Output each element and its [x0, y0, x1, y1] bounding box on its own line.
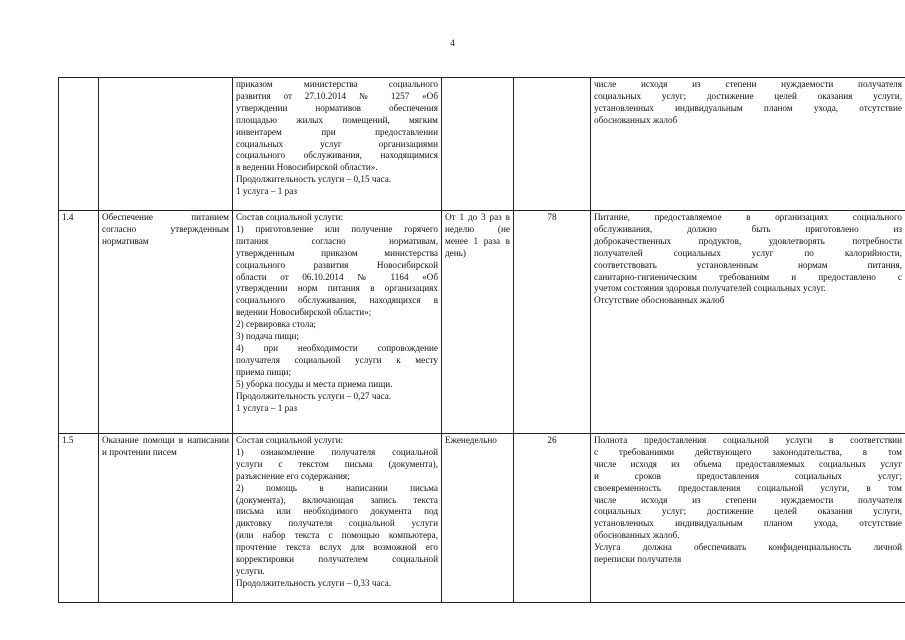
text-line: Состав социальной услуги: [236, 435, 344, 445]
text-line: (или набор текста с помощью компьютера, [236, 530, 438, 541]
page-number: 4 [450, 38, 455, 48]
text-line: инвентарем при предоставлении [236, 126, 438, 137]
text-line: социальных услуг; достижение целей оказания услуги, [594, 506, 902, 517]
text-line: 1 услуга – 1 раз [236, 186, 297, 197]
text-line: и сроков предоставления социальных услуг; [594, 470, 902, 481]
text-line: переписки получателя [594, 554, 682, 565]
text-line: 2) сервировка стола; [236, 319, 316, 330]
table-row [59, 211, 905, 434]
text-line: Продолжительность услуги – 0,15 часа. [236, 174, 392, 185]
text-line: числе исходя из степени нуждаемости получателя [594, 494, 902, 505]
text-line: доброкачественных продуктов, удовлетворять потребности [594, 235, 902, 246]
text-line: числе исходя из степени нуждаемости получателя [594, 79, 902, 89]
text-line: Отсутствие обоснованных жалоб [594, 295, 725, 306]
services-table [58, 77, 905, 603]
price-cell: 78 [514, 211, 591, 434]
text-line: Состав социальной услуги: [236, 212, 344, 222]
frequency-cell [442, 78, 514, 211]
text-line: разъяснение его содержания; [236, 470, 350, 481]
text-line: прочтение текста вслух для возможной его [236, 542, 438, 553]
text-line: приема пищи; [236, 366, 292, 377]
text-line: утверждении норм питания в организациях [236, 283, 438, 294]
text-line: ведении Новосибирской области»; [236, 307, 372, 318]
text-line: Питание, предоставляемое в организациях социального [594, 212, 902, 222]
text-line: 1 услуга – 1 раз [236, 402, 297, 413]
text-line: письма или необходимого документа под [236, 506, 438, 517]
frequency-cell: Еженедельно [442, 434, 514, 603]
text-line: социальных услуг; достижение целей оказания услуги, [594, 90, 902, 101]
text-line: социальных услуг организациями [236, 138, 438, 149]
service-content-cell [233, 211, 442, 434]
service-content-cell [233, 434, 442, 603]
text-line: области от 06.10.2014 № 1164 «Об [236, 271, 438, 282]
text-line: Продолжительность услуги – 0,27 часа. [236, 390, 392, 401]
text-line: Полнота предоставления социальной услуги в соответствии [594, 435, 902, 445]
text-line: питания согласно нормативам, [236, 235, 438, 246]
quality-cell [591, 211, 905, 434]
text-line: обоснованных жалоб [594, 114, 678, 125]
text-line: 5) уборка посуды и места приема пищи. [236, 378, 393, 389]
text-line: площадью жилых помещений, мягким [236, 114, 438, 125]
text-line: 4) при необходимости сопровождение [236, 342, 438, 353]
service-name-cell [99, 78, 233, 211]
price-cell: 26 [514, 434, 591, 603]
text-line: утвержденным приказом министерства [236, 247, 438, 258]
text-line: социального обслуживания, находящимися [236, 150, 438, 161]
text-line: социального развития Новосибирской [236, 259, 438, 270]
service-name-cell: Оказание помощи в написании и прочтении писем [99, 434, 233, 603]
text-line: приказом министерства социального [236, 79, 438, 89]
text-line: обслуживания, должно быть приготовлено из [594, 223, 902, 234]
text-line: установленных индивидуальным планом ухода, отсутствие [594, 102, 902, 113]
text-line: 3) подача пищи; [236, 331, 299, 342]
text-line: числе исходя из объема предоставляемых социальных услуг [594, 458, 902, 469]
text-line: получателей социальных услуг по калорийности, [594, 247, 902, 258]
row-number-cell: 1.4 [59, 211, 99, 434]
frequency-cell: От 1 до 3 раз в неделю (не менее 1 раза в день) [442, 211, 514, 434]
table-row [59, 78, 905, 211]
text-line: 1) ознакомление получателя социальной [236, 446, 438, 457]
text-line: установленных индивидуальным планом ухода, отсутствие [594, 518, 902, 529]
quality-cell [591, 78, 905, 211]
text-line: (документа), включающая запись текста [236, 494, 438, 505]
service-name-cell: Обеспечение питанием согласно утвержденным нормативам [99, 211, 233, 434]
row-number-cell: 1.5 [59, 434, 99, 603]
service-content-cell [233, 78, 442, 211]
text-line: в ведении Новосибирской области». [236, 162, 378, 173]
text-line: услуги. [236, 565, 265, 576]
text-line: развития от 27.10.2014 № 1257 «Об [236, 90, 438, 101]
text-line: учетом состояния здоровья получателей социальных услуг. [594, 283, 826, 294]
price-cell [514, 78, 591, 211]
text-line: диктовку получателя социальной услуги [236, 518, 438, 529]
text-line: Продолжительность услуги – 0,33 часа. [236, 577, 392, 588]
text-line: утверждении нормативов обеспечения [236, 102, 438, 113]
text-line: услуги с текстом письма (документа), [236, 458, 438, 469]
table-row [59, 434, 905, 603]
quality-cell [591, 434, 905, 603]
text-line: своевременность предоставления социальной услуги, в том [594, 482, 902, 493]
row-number-cell [59, 78, 99, 211]
text-line: соответствовать установленным нормам питания, [594, 259, 902, 270]
text-line: получателя социальной услуги к месту [236, 354, 438, 365]
text-line: санитарно-гигиеническим требованиям и предоставлено с [594, 271, 902, 282]
text-line: с требованиями действующего законодательства, в том [594, 446, 902, 457]
text-line: обоснованных жалоб. [594, 530, 680, 541]
text-line: Услуга должна обеспечивать конфиденциальность личной [594, 542, 902, 553]
text-line: корректировки получателем социальной [236, 554, 438, 565]
text-line: 2) помощь в написании письма [236, 482, 438, 493]
text-line: социального обслуживания, находящихся в [236, 295, 438, 306]
text-line: 1) приготовление или получение горячего [236, 223, 438, 234]
